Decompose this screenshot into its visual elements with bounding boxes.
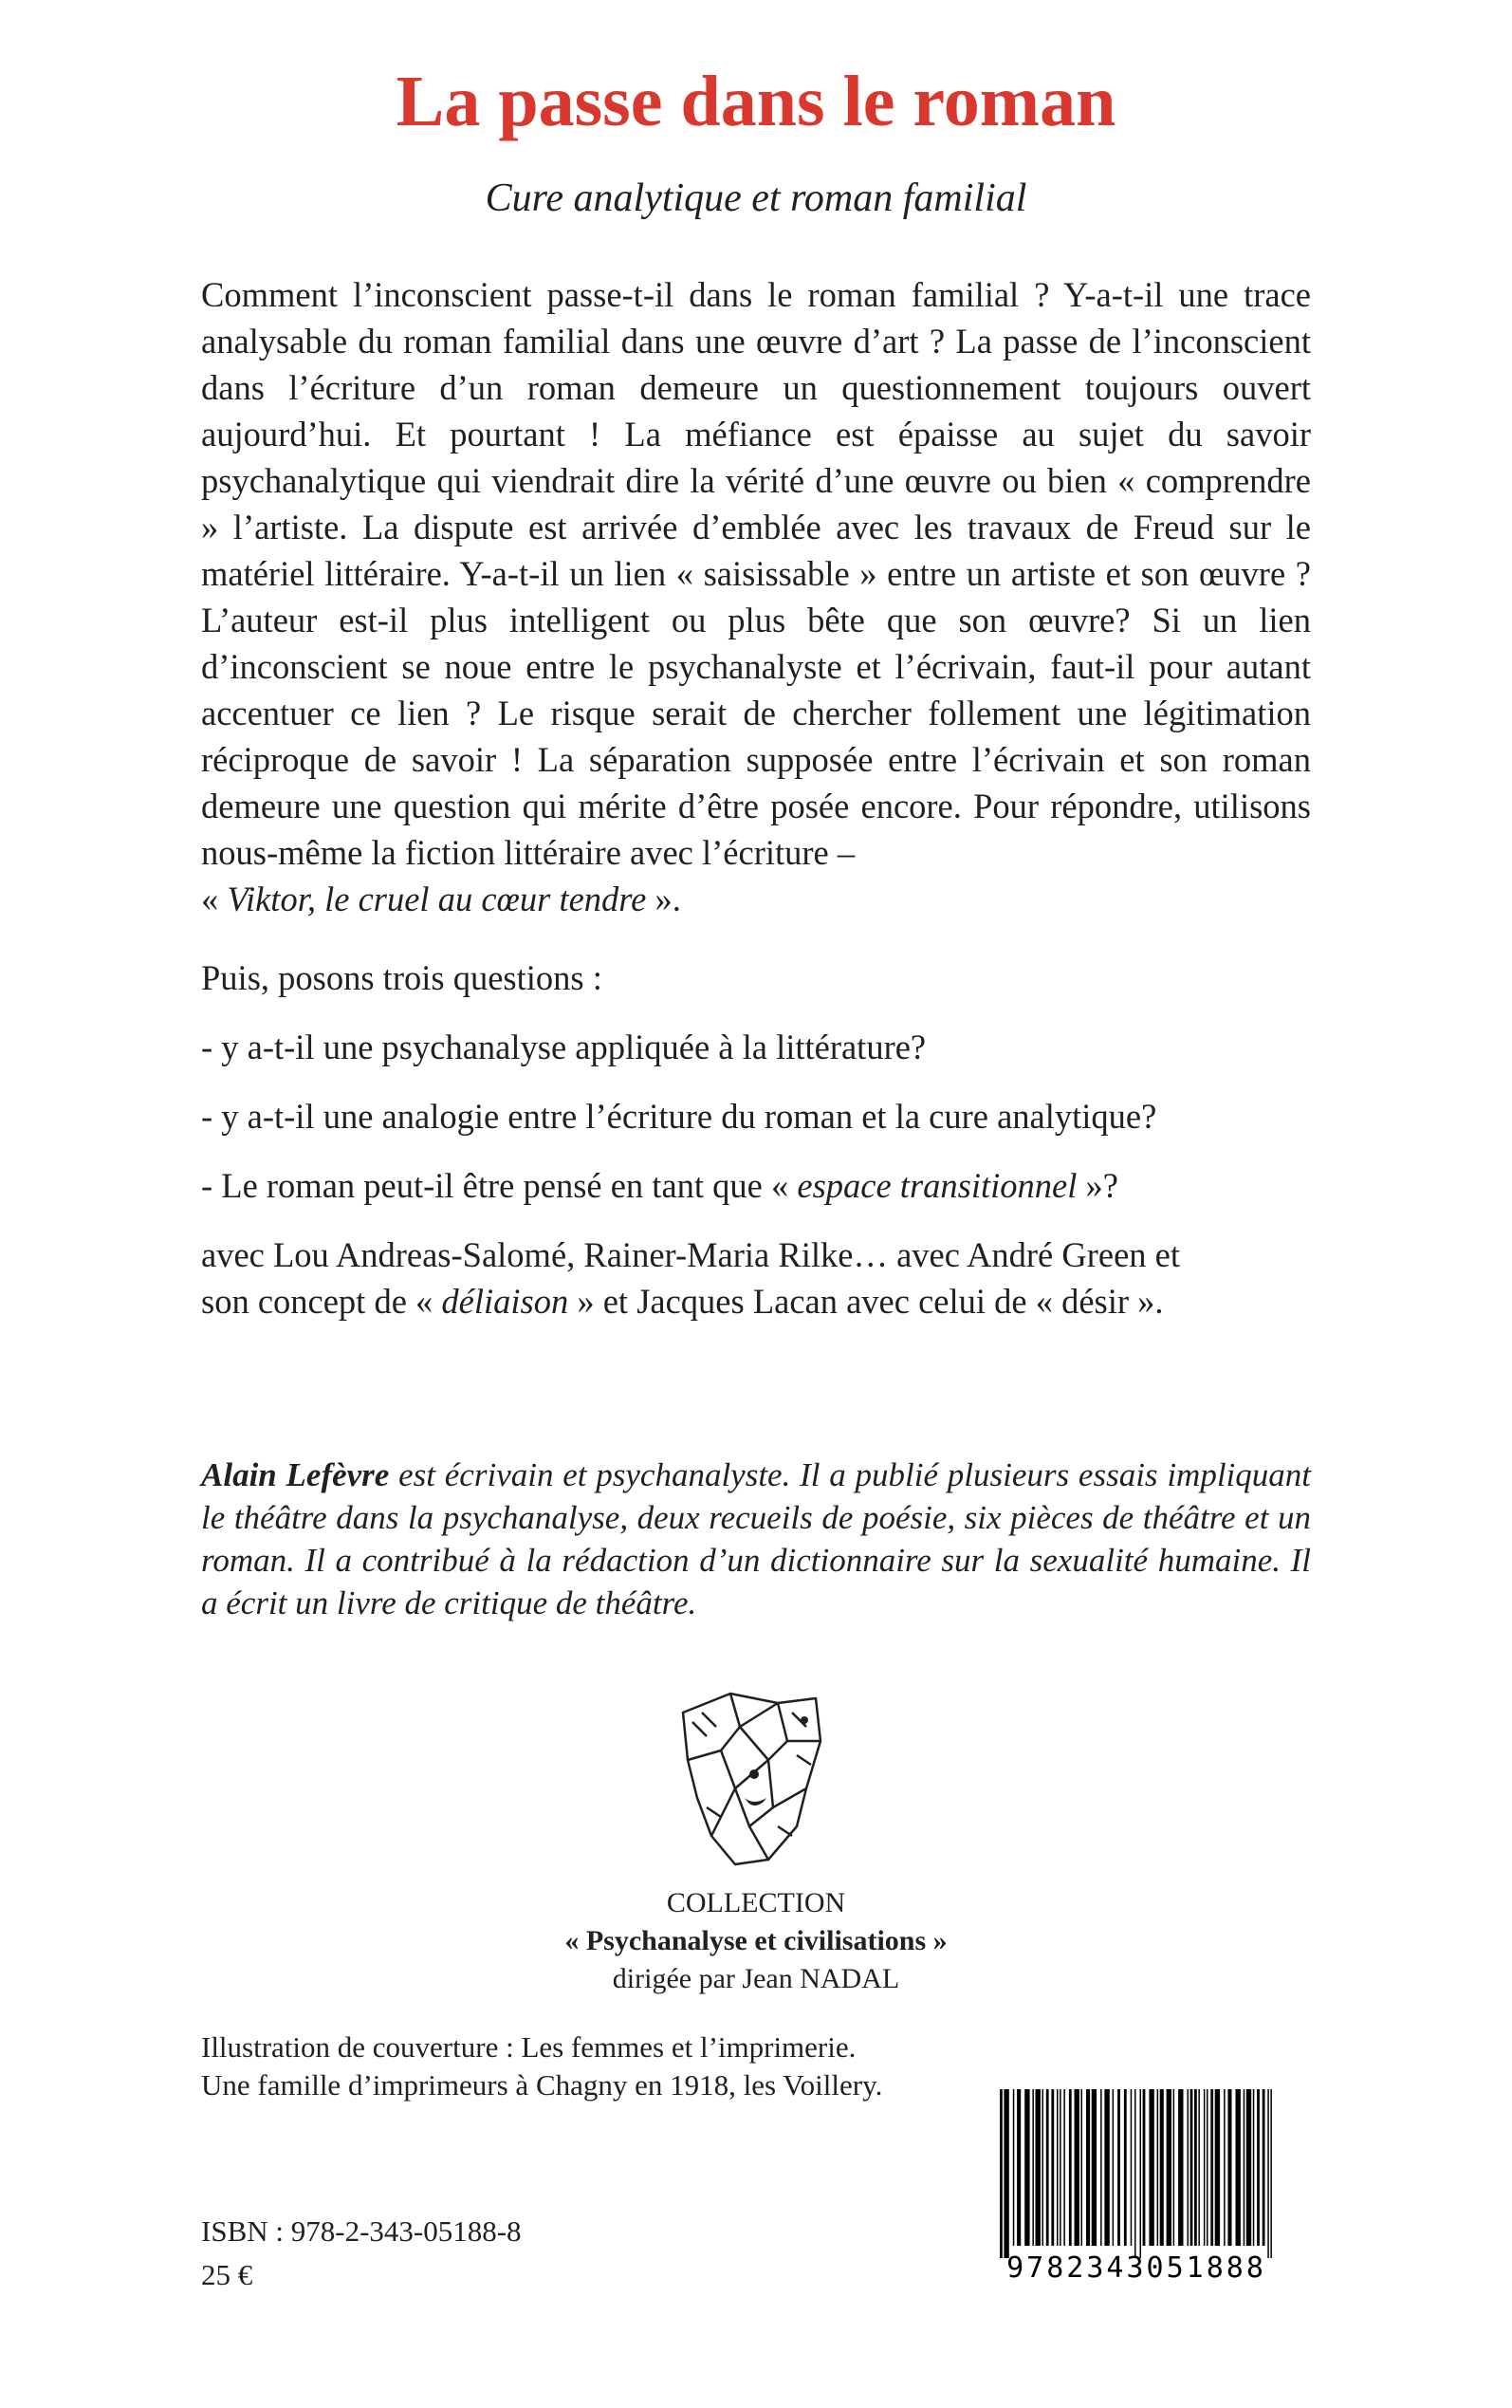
closing-line-1: avec Lou Andreas-Salomé, Rainer-Maria Rilke… avec André Green et [201, 1235, 1181, 1274]
barcode-bar [1134, 2089, 1136, 2258]
barcode-bar [1117, 2089, 1120, 2246]
closing-line-2-italic: déliaison [441, 1282, 569, 1321]
barcode-bar [1081, 2089, 1083, 2246]
closing-line-2-pre: son concept de « [201, 1282, 442, 1321]
question-3 [201, 1162, 1339, 1209]
barcode-bar [1188, 2089, 1189, 2246]
barcode-bar [1092, 2089, 1097, 2246]
author-name: Alain Lefèvre [201, 1456, 390, 1493]
book-subtitle: Cure analytique et roman familial [485, 176, 1027, 220]
barcode-bar [1060, 2089, 1061, 2246]
questions-intro: Puis, posons trois questions : [201, 958, 602, 997]
novel-title: Viktor, le cruel au cœur tendre [227, 880, 647, 918]
barcode-bar [1042, 2089, 1044, 2246]
isbn: ISBN : 978-2-343-05188-8 [201, 2214, 522, 2248]
barcode-bar [1104, 2089, 1109, 2246]
barcode-bar [1069, 2089, 1072, 2246]
question-2: - y a-t-il une analogie entre l’écriture du roman et la cure analytique? [201, 1097, 1157, 1136]
barcode-bar [1075, 2089, 1079, 2246]
barcode-bar [1032, 2089, 1034, 2246]
barcode-bar [1149, 2089, 1153, 2246]
barcode-bar [1140, 2089, 1142, 2258]
barcode-bar [1063, 2089, 1065, 2246]
illustration-credit-1: Illustration de couverture : Les femmes et l’imprimerie. [201, 2030, 857, 2064]
barcode-bar [1100, 2089, 1102, 2246]
barcode-bar [1257, 2089, 1260, 2246]
barcode-bar [1210, 2089, 1213, 2246]
illustration-credit-2: Une famille d’imprimeurs à Chagny en 1918, les Voillery. [201, 2068, 883, 2102]
blurb-text: Comment l’inconscient passe-t-il dans le roman familial ? Y-a-t-il une trace analysable du roman familial dans une œuvre d’art ? La passe de l’inconscient dans l’écriture d’un roman demeure un questionnement toujours ouvert aujourd’hui. Et pourtant ! La méfiance est épaisse au sujet du savoir psychanalytique qui viendrait dire la vérité d’une œuvre ou bien « comprendre » l’artiste. La dispute est arrivée d’emblée avec les travaux de Freud sur le matériel littéraire. Y-a-t-il un lien « saisissable » entre un artiste et son œuvre ? L’auteur est-il plus intelligent ou plus bête que son œuvre? Si un lien d’inconscient se noue entre le psychanalyste et l’écrivain, faut-il pour autant accentuer ce lien ? Le risque serait de chercher follement une légitimation réciproque de savoir ! La séparation supposée entre l’écrivain et son roman demeure une question qui mérite d’être posée encore. Pour répondre, utilisons nous-même la fiction littéraire avec l’écriture – [201, 275, 1311, 872]
barcode-bar [1246, 2089, 1251, 2246]
barcode-bar [1194, 2089, 1197, 2246]
barcode-bar [1267, 2089, 1269, 2258]
barcode-bar [1270, 2089, 1272, 2258]
barcode-bar [1236, 2089, 1241, 2246]
barcode-bar [1215, 2089, 1220, 2246]
barcode-bar [1190, 2089, 1193, 2246]
barcode-bar [1160, 2089, 1164, 2246]
barcode-bar [1017, 2089, 1021, 2246]
barcode-bar [1224, 2089, 1226, 2246]
barcode-bar [1244, 2089, 1245, 2246]
author-bio [201, 1454, 1311, 1624]
price: 25 € [201, 2258, 253, 2291]
closing-line-2-post: » et Jacques Lacan avec celui de « désir ». [568, 1282, 1164, 1321]
barcode-bar [1013, 2089, 1015, 2246]
question-3-post: »? [1077, 1166, 1118, 1205]
quote-close: ». [646, 880, 681, 918]
barcode-bar [1167, 2089, 1171, 2246]
question-3-italic: espace transitionnel [797, 1166, 1078, 1205]
blurb-paragraph [201, 271, 1311, 922]
book-title: La passe dans le roman [396, 62, 1116, 141]
quote-open: « [201, 880, 228, 918]
barcode-bar [1207, 2089, 1208, 2246]
barcode-icon [994, 2089, 1279, 2284]
barcode-bar [1036, 2089, 1041, 2246]
barcode-bar [1157, 2089, 1159, 2246]
barcode-bar [1131, 2089, 1133, 2246]
question-3-pre: - Le roman peut-il être pensé en tant que « [201, 1166, 798, 1205]
barcode-bar [1263, 2089, 1265, 2246]
barcode-bar [1204, 2089, 1206, 2246]
barcode-bar [1004, 2089, 1008, 2258]
barcode-bar [1051, 2089, 1054, 2246]
barcode-bar [1086, 2089, 1090, 2246]
collection-name: « Psychanalyse et civilisations » [564, 1925, 948, 1956]
question-1: - y a-t-il une psychanalyse appliquée à la littérature? [201, 1028, 927, 1066]
barcode-bar [1024, 2089, 1029, 2246]
publisher-logo-icon [664, 1684, 835, 1874]
barcode-bar [1173, 2089, 1175, 2246]
collection-label: COLLECTION [666, 1887, 846, 1918]
barcode-digits: 9782343051888 [1006, 2251, 1266, 2284]
barcode-bar [1057, 2089, 1059, 2246]
barcode-bar [1046, 2089, 1049, 2246]
collection-director: dirigée par Jean NADAL [612, 1963, 900, 1994]
barcode-bar [1124, 2089, 1127, 2246]
barcode-bar [1113, 2089, 1115, 2246]
author-bio-text: est écrivain et psychanalyste. Il a publié plusieurs essais impliquant le théâtre dans la psychanalyse, deux recueils de poésie, six pièces de théâtre et un roman. Il a contribué à la rédaction d’un dictionnaire sur la sexualité humaine. Il a écrit un livre de critique de théâtre. [201, 1456, 1312, 1621]
barcode-bar [1178, 2089, 1183, 2246]
barcode-bar [1198, 2089, 1200, 2246]
barcode-bar [1000, 2089, 1003, 2258]
closing-line-2 [201, 1278, 1339, 1324]
barcode-bar [1253, 2089, 1255, 2246]
barcode-bar [1143, 2089, 1146, 2246]
barcode-bar [1227, 2089, 1231, 2246]
